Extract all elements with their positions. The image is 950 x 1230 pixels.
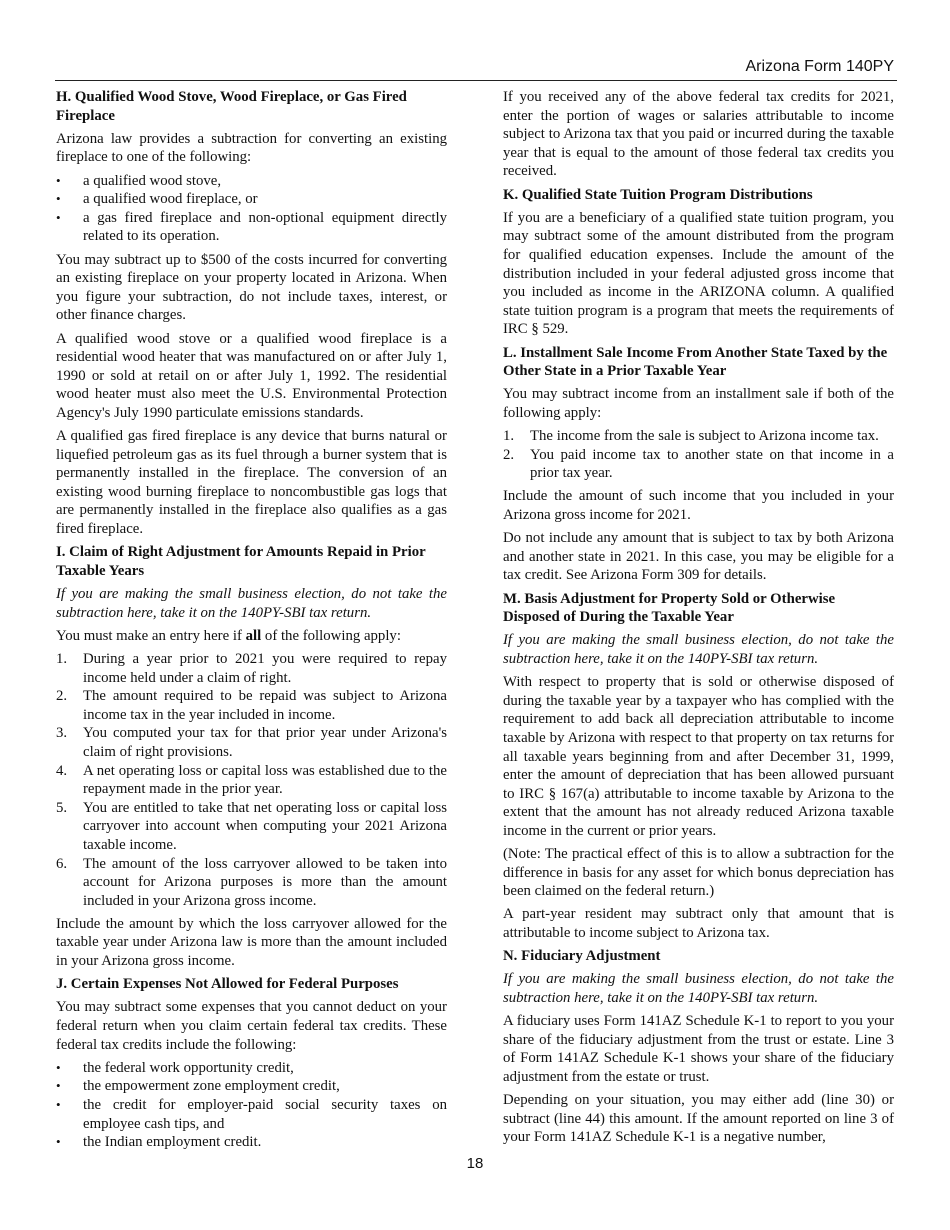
section-m-note: If you are making the small business election, do not take the subtraction here, take it on the 140PY-SBI tax return. [503,632,894,667]
page-number: 18 [466,1155,484,1172]
section-j-bullets [56,1059,447,1152]
section-k-paragraph: If you are a beneficiary of a qualified state tuition program, you may subtract some of the amount distributed from the program for qualified education expenses. Include the amount of the distribution included in your federal adjusted gross income that you included as income in the ARIZONA column. A qualified state tuition program is a program that meets the requirements of IRC § 529. [503,209,894,338]
list-item: 1. The income from the sale is subject to Arizona income tax. [503,428,879,445]
list-item: • the credit for employer-paid social security taxes on employee cash tips, and [56,1096,447,1133]
section-h-paragraph: A qualified gas fired fireplace is any device that burns natural or liquefied petroleum gas as its fuel through a burner system that is permanently installed in the fireplace. The conversion of an existing wood burning fireplace to noncombustible gas logs that are permanently installed in the fireplace also qualifies as a gas fired fireplace. [56,428,447,538]
section-n-paragraph: Depending on your situation, you may either add (line 30) or subtract (line 44) this amount. If the amount reported on line 3 of your Form 141AZ Schedule K-1 is a negative number, [503,1092,894,1146]
section-i-list [56,650,447,910]
section-l-paragraph: Include the amount of such income that you included in your Arizona gross income for 2021. [503,488,894,524]
section-m-title: M. Basis Adjustment for Property Sold or Otherwise Disposed of During the Taxable Year [503,590,836,626]
form-header: Arizona Form 140PY [745,58,894,75]
section-n-paragraph: A fiduciary uses Form 141AZ Schedule K-1 to report to you your share of the fiduciary adjustment from the trust or estate. Line 3 of Form 141AZ Schedule K-1 shows your share of the fiduciary adjustment from the estate or trust. [503,1013,894,1085]
section-m-paragraph: (Note: The practical effect of this is to allow a subtraction for the difference in basis for any asset for which bonus depreciation has been claimed on the federal return.) [503,846,894,900]
section-i-note: If you are making the small business election, do not take the subtraction here, take it on the 140PY-SBI tax return. [56,586,447,621]
list-item: 5. You are entitled to take that net operating loss or capital loss carryover into account when computing your 2021 Arizona taxable income. [56,799,447,853]
section-i-intro: You must make an entry here if all of the following apply: [56,627,401,644]
section-j-paragraph: If you received any of the above federal tax credits for 2021, enter the portion of wages or salaries attributable to income subject to Arizona tax that you paid or incurred during the taxable year that is equal to the amount of those federal tax credits you received. [503,89,894,180]
list-item: • the empowerment zone employment credit, [56,1077,447,1096]
list-item: 2. You paid income tax to another state on that income in a prior tax year. [503,446,894,482]
section-l-list [503,427,894,483]
section-l-intro: You may subtract income from an installment sale if both of the following apply: [503,386,894,421]
list-item: • the federal work opportunity credit, [56,1059,447,1078]
list-item: 2. The amount required to be repaid was subject to Arizona income tax in the year included in income. [56,688,447,723]
section-i-closing: Include the amount by which the loss carryover allowed for the taxable year under Arizona law is more than the amount included in your Arizona gross income. [56,915,447,970]
list-item: • a qualified wood fireplace, or [56,190,447,209]
right-column [503,88,894,1152]
section-i-title: I. Claim of Right Adjustment for Amounts Repaid in Prior Taxable Years [56,544,426,579]
section-n-title: N. Fiduciary Adjustment [503,948,661,965]
section-j-intro: You may subtract some expenses that you cannot deduct on your federal return when you claim certain federal tax credits. These federal tax credits include the following: [56,999,447,1053]
left-column [56,88,447,1156]
section-h-paragraph: You may subtract up to $500 of the costs incurred for converting an existing fireplace on your property located in Arizona. When you figure your subtraction, do not include taxes, interest, or other finance charges. [56,251,447,324]
section-k-title: K. Qualified State Tuition Program Distributions [503,186,813,203]
list-item: 3. You computed your tax for that prior year under Arizona's claim of right provisions. [56,725,447,760]
section-l-title: L. Installment Sale Income From Another State Taxed by the Other State in a Prior Taxable Year [503,344,888,380]
section-h-paragraph: A qualified wood stove or a qualified wood fireplace is a residential wood heater that was manufactured on or after July 1, 1990 or sold at retail on or after July 1, 1992. The residential wood heater must also meet the U.S. Environmental Protection Agency's July 1990 particulate emissions standards. [56,330,447,421]
list-item: • the Indian employment credit. [56,1133,447,1152]
list-item: 6. The amount of the loss carryover allowed to be taken into account for Arizona purposes is more than the amount included in your Arizona gross income. [56,855,447,909]
section-h-intro: Arizona law provides a subtraction for converting an existing fireplace to one of the following: [56,130,447,166]
section-m-paragraph: A part-year resident may subtract only that amount that is attributable to income subject to Arizona tax. [503,906,894,942]
section-n-note: If you are making the small business election, do not take the subtraction here, take it on the 140PY-SBI tax return. [503,971,894,1007]
list-item: • a qualified wood stove, [56,172,447,191]
header-rule [55,80,897,81]
list-item: • a gas fired fireplace and non-optional equipment directly related to its operation. [56,209,447,246]
section-j-title: J. Certain Expenses Not Allowed for Federal Purposes [56,976,399,993]
section-h-title: H. Qualified Wood Stove, Wood Fireplace, or Gas Fired Fireplace [56,89,407,124]
section-h-bullets [56,172,447,246]
list-item: 1. During a year prior to 2021 you were required to repay income held under a claim of right. [56,650,447,686]
section-l-paragraph: Do not include any amount that is subject to tax by both Arizona and another state in 2021. In this case, you may be eligible for a tax credit. See Arizona Form 309 for details. [503,530,894,584]
section-m-paragraph: With respect to property that is sold or otherwise disposed of during the taxable year by a taxpayer who has complied with the requirement to add back all depreciation attributable to income taxable by Arizona with respect to that property on tax returns for all taxable years beginning from and after December 31, 1999, enter the amount of depreciation that has been allowed pursuant to IRC § 167(a) attributable to income taxable by Arizona to the extent that the amount has not already reduced Arizona taxable income in the current or prior years. [503,674,894,839]
list-item: 4. A net operating loss or capital loss was established due to the repayment made in the prior year. [56,762,447,798]
